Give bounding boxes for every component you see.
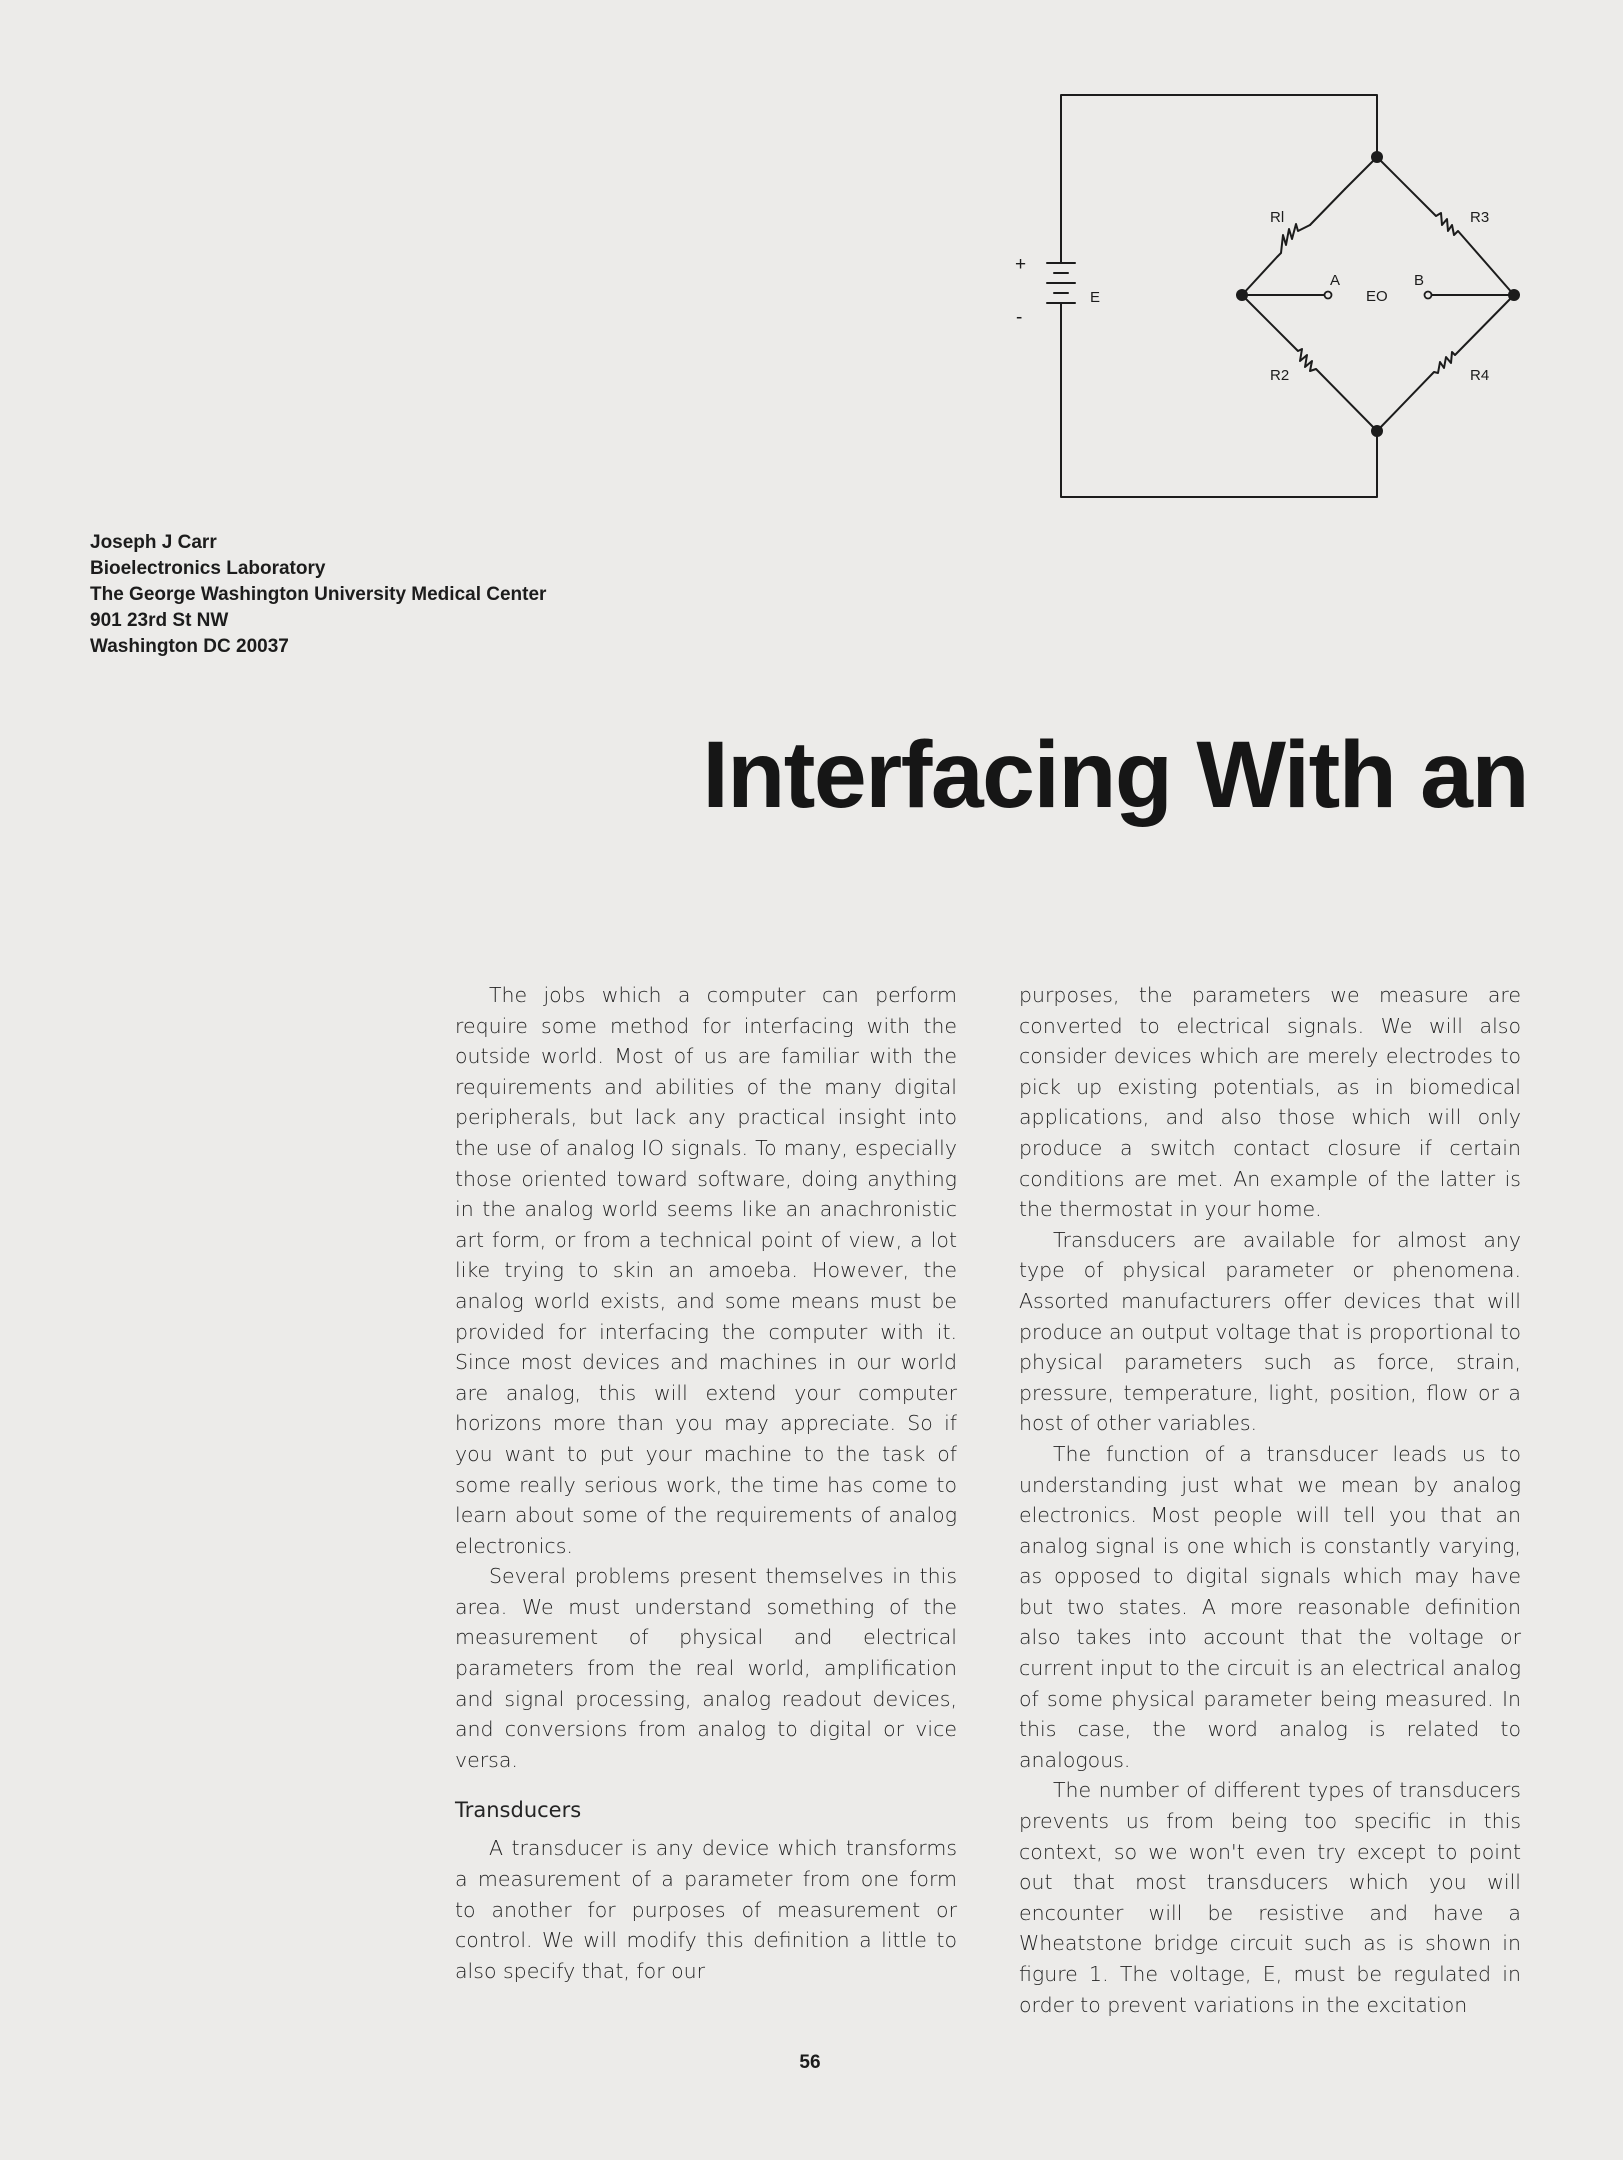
- terminal-a: [1325, 292, 1332, 299]
- plus-sign: +: [1015, 254, 1027, 275]
- resistor-r2: [1242, 295, 1377, 431]
- node-left: [1236, 289, 1248, 301]
- arm-r1-connect: [1310, 189, 1345, 225]
- wheatstone-bridge-diagram: [1000, 85, 1540, 505]
- node-top: [1371, 151, 1383, 163]
- node-right: [1508, 289, 1520, 301]
- author-city: Washington DC 20037: [90, 636, 289, 657]
- author-street: 901 23rd St NW: [90, 610, 229, 631]
- node-bottom: [1371, 425, 1383, 437]
- section-heading: Transducers: [455, 1798, 582, 1823]
- paragraph: A transducer is any device which transforms a measurement of a parameter from one form to another for purposes of measurement or control. We will modify this definition a little to also specify that, for our: [455, 1836, 957, 1983]
- node-b-label: B: [1414, 272, 1425, 289]
- right-column: [1019, 980, 1521, 2020]
- r1-label: Rl: [1270, 209, 1285, 226]
- bottom-wire: [1061, 303, 1377, 497]
- paragraph: Several problems present themselves in this area. We must understand something of the measurement of physical and electrical parameters from the real world, amplification and signal processing, analog readout devices, and conversions from analog to digital or vice versa.: [455, 1564, 957, 1772]
- paragraph: purposes, the parameters we measure are converted to electrical signals. We will also consider devices which are merely electrodes to pick up existing potentials, as in biomedical applications, and also those which will only produce a switch contact closure if certain conditions are met. An example of the latter is the thermostat in your home.: [1019, 983, 1521, 1222]
- r3-label: R3: [1470, 209, 1490, 226]
- author-block: [90, 530, 546, 660]
- author-institution: The George Washington University Medical Center: [90, 584, 547, 605]
- paragraph: Transducers are available for almost any type of physical parameter or phenomena. Assorted manufacturers offer devices that will produce an output voltage that is proportional to physical parameters such as force, strain, pressure, temperature, light, position, flow or a host of other variables.: [1019, 1227, 1521, 1436]
- output-label: EO: [1366, 288, 1388, 305]
- resistor-r1: [1242, 157, 1377, 295]
- left-column: [455, 980, 957, 1986]
- page-number: 56: [799, 2052, 821, 2073]
- terminal-b: [1425, 292, 1432, 299]
- minus-sign: -: [1016, 307, 1023, 328]
- resistor-r3: [1377, 157, 1514, 295]
- author-lab: Bioelectronics Laboratory: [90, 558, 326, 579]
- circuit-svg: [1000, 85, 1540, 505]
- article-title: Interfacing With an: [702, 722, 1528, 828]
- paragraph: The function of a transducer leads us to understanding just what we mean by analog electronics. Most people will tell you that an analog signal is one which is constantly varying, as opposed to digital signals which may have but two states. A more reasonable definition also takes into account that the voltage or current input to the circuit is an electrical analog of some physical parameter being measured. In this case, the word analog is related to analogous.: [1019, 1441, 1521, 1772]
- node-a-label: A: [1330, 272, 1341, 289]
- top-wire: [1061, 95, 1377, 263]
- r4-label: R4: [1470, 367, 1490, 384]
- paragraph: The jobs which a computer can perform require some method for interfacing with the outside world. Most of us are familiar with the requirements and abilities of the many digital peripherals, but lack any practical insight into the use of analog IO signals. To many, especially those oriented toward software, doing anything in the analog world seems like an anachronistic art form, or from a technical point of view, a lot like trying to skin an amoeba. However, the analog world exists, and some means must be provided for interfacing the computer with it. Since most devices and machines in our world are analog, this will extend your computer horizons more than you may appreciate. So if you want to put your machine to the task of some really serious work, the time has come to learn about some of the requirements of analog electronics.: [455, 983, 957, 1558]
- author-name: Joseph J Carr: [90, 532, 217, 553]
- r2-label: R2: [1270, 367, 1290, 384]
- resistor-r4: [1377, 295, 1514, 431]
- source-label: E: [1090, 289, 1101, 306]
- paragraph: The number of different types of transducers prevents us from being too specific in this context, so we won't even try except to point out that most transducers which you will encounter will be resistive and have a Wheatstone bridge circuit such as is shown in figure 1. The voltage, E, must be regulated in order to prevent variations in the excitation: [1019, 1778, 1521, 2017]
